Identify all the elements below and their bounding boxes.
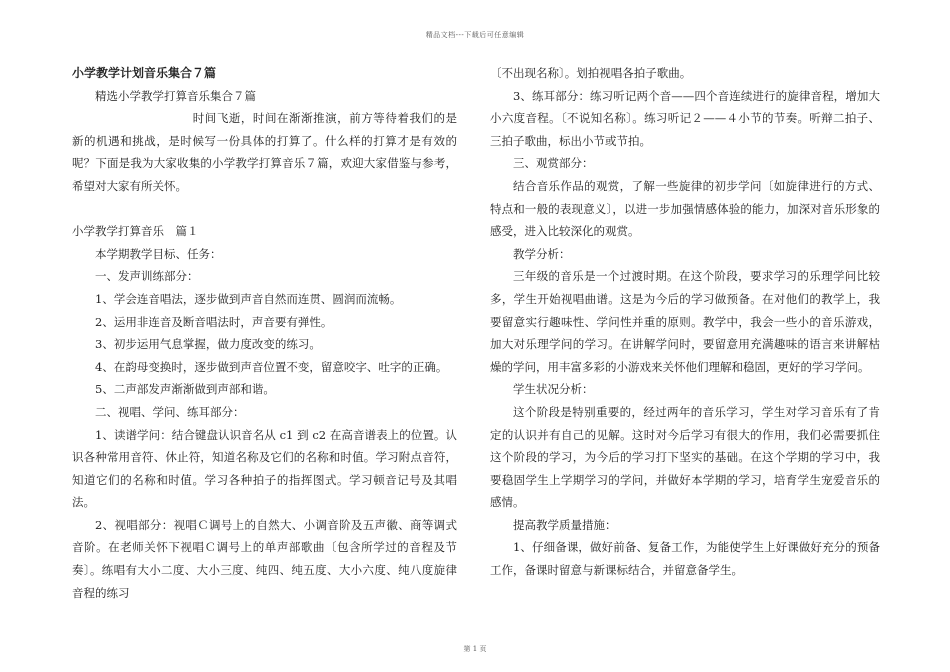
paragraph: 三年级的音乐是一个过渡时期。在这个阶段，要求学习的乐理学问比较多，学生开始视唱曲谱。这是为今后的学习做预备。在对他们的教学上，我要留意实行趣味性、学问性并重的原则。教学中，我会一些小的音乐游戏，加大对乐理学问的学习。在讲解学问时，要留意用充满趣味的语言来讲解枯燥的学问，用丰富多彩的小游戏来关怀他们理解和稳固，更好的学习学问。 (490, 269, 880, 374)
paragraph: 一、发声训练部分： (95, 269, 199, 284)
document-title: 小学教学计划音乐集合７篇 (72, 66, 217, 80)
paragraph: 4、在韵母变换时，逐步做到声音位置不变，留意咬字、吐字的正确。 (95, 359, 448, 374)
paragraph: 3、练耳部分：练习听记两个音——四个音连续进行的旋律音程，增加大小六度音程。〔不说知名称〕。练习听记２——４小节的节奏。听辩二拍子、三拍子歌曲，标出小节或节拍。 (490, 88, 880, 148)
goals-heading: 本学期教学目标、任务： (95, 246, 222, 261)
paragraph: 1、仔细备课，做好前备、复备工作，为能使学生上好课做好充分的预备工作，备课时留意与新课标结合，并留意备学生。 (490, 540, 880, 578)
paragraph: 二、视唱、学问、练耳部分： (95, 404, 245, 419)
paragraph: 结合音乐作品的观赏，了解一些旋律的初步学问〔如旋律进行的方式、特点和一般的表现意义〕，以进一步加强情感体验的能力，加深对音乐形象的感受，进入比较深化的观赏。 (490, 178, 880, 239)
paragraph: 1、读谱学问：结合键盘认识音名从 c1 到 c2 在高音谱表上的位置。认识各种常用音符、休止符，知道名称及它们的名称和时值。学习附点音符，知道它们的名称和时值。学习各种拍子的指挥图式。学习顿音记号及其唱法。 (72, 427, 457, 510)
intro-paragraph: 时间飞逝，时间在渐渐推演，前方等待着我们的是新的机遇和挑战，是时候写一份具体的打算了。什么样的打算才是有效的呢？下面是我为大家收集的小学教学打算音乐７篇，欢迎大家借鉴与参考，希望对大家有所关怀。 (72, 111, 457, 193)
paragraph: 教学分析： (513, 246, 571, 261)
document-subtitle: 精选小学教学打算音乐集合７篇 (95, 88, 256, 103)
right-column (490, 62, 880, 582)
left-column (72, 62, 457, 604)
paragraph: 2、视唱部分：视唱Ｃ调号上的自然大、小调音阶及五声徽、商等调式音阶。在老师关怀下视唱Ｃ调号上的单声部歌曲〔包含所学过的音程及节奏〕。练唱有大小二度、大小三度、纯四、纯五度、大小六度、纯八度旋律音程的练习 (72, 517, 457, 600)
paragraph: 学生状况分析： (513, 382, 594, 397)
blank-line (72, 198, 457, 221)
paragraph: 〔不出现名称〕。划拍视唱各拍子歌曲。 (490, 66, 692, 80)
paragraph: 3、初步运用气息掌握，做力度改变的练习。 (95, 337, 321, 352)
paragraph: 提高教学质量措施： (513, 517, 617, 532)
section-heading: 小学教学打算音乐 篇１ (72, 224, 199, 239)
paragraph: 5、二声部发声渐渐做到声部和谐。 (95, 382, 275, 397)
paragraph: 这个阶段是特别重要的，经过两年的音乐学习，学生对学习音乐有了肯定的认识并有自己的见解。这时对今后学习有很大的作用，我们必需要抓住这个阶段的学习，为今后的学习打下坚实的基础。在这个学期的学习中，我要稳固学生上学期学习的学问，并做好本学期的学习，培育学生宠爱音乐的感情。 (490, 404, 880, 510)
paragraph: 1、学会连音唱法，逐步做到声音自然而连贯、圆润而流畅。 (95, 291, 402, 306)
paragraph: 2、运用非连音及断音唱法时，声音要有弹性。 (95, 314, 333, 329)
paragraph: 三、观赏部分： (513, 156, 594, 171)
document-header-note: 精品文档---下载后可任意编辑 (425, 31, 525, 39)
page-number: 第 1 页 (463, 645, 487, 653)
